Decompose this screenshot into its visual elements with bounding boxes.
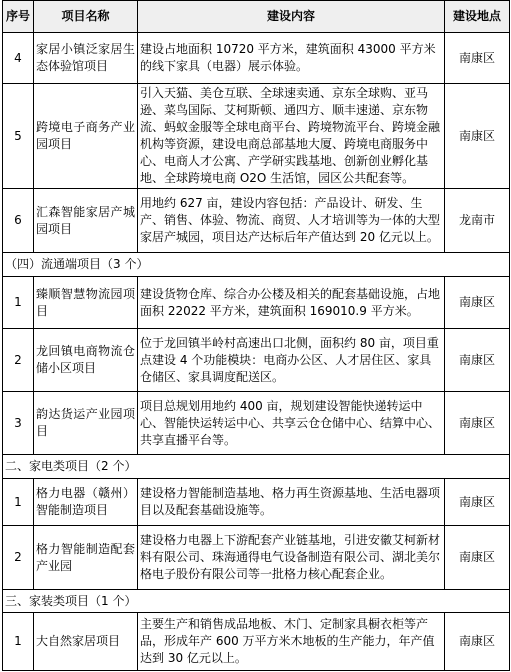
table-row [3, 33, 510, 84]
table-row [3, 392, 510, 455]
project-name: 跨境电子商务产业园项目 [34, 84, 138, 189]
project-name: 汇森智能家居产城园项目 [34, 189, 138, 253]
project-name: 格力电器（赣州）智能制造项目 [34, 479, 138, 526]
project-content: 位于龙回镇半岭村高速出口北侧，面积约 80 亩，项目重点建设 4 个功能模块：电商办公区、人才居住区、家具仓储区、家具调度配送区。 [138, 329, 445, 392]
project-location: 南康区 [445, 526, 510, 590]
row-number: 5 [3, 84, 34, 189]
table-row [3, 613, 510, 671]
row-number: 1 [3, 277, 34, 329]
project-content: 建设占地面积 10720 平方米，建筑面积 43000 平方米的线下家具（电器）展示体验。 [138, 33, 445, 84]
section-label: 二、家电类项目（2 个） [3, 455, 510, 479]
section-label: 三、家装类项目（1 个） [3, 590, 510, 613]
project-location: 南康区 [445, 479, 510, 526]
project-location: 南康区 [445, 33, 510, 84]
section-row [3, 253, 510, 277]
table-row [3, 526, 510, 590]
section-row [3, 590, 510, 613]
project-content: 建设货物仓库、综合办公楼及相关的配套基础设施，占地面积 22022 平方米，建筑面积 169010.9 平方米。 [138, 277, 445, 329]
row-number: 1 [3, 479, 34, 526]
project-content: 建设格力智能制造基地、格力再生资源基地、生活电器项目以及配套基础设施等。 [138, 479, 445, 526]
row-number: 3 [3, 392, 34, 455]
project-name: 格力智能制造配套产业园 [34, 526, 138, 590]
row-number: 6 [3, 189, 34, 253]
project-name: 龙回镇电商物流仓储小区项目 [34, 329, 138, 392]
header-name: 项目名称 [34, 1, 138, 33]
row-number: 4 [3, 33, 34, 84]
project-name: 家居小镇泛家居生态体验馆项目 [34, 33, 138, 84]
section-label: （四）流通端项目（3 个） [3, 253, 510, 277]
project-content: 建设格力电器上下游配套产业链基地，引进安徽艾柯新材料有限公司、珠海通得电气设备制造有限公司、湖北美尔格电子股份有限公司等一批格力核心配套企业。 [138, 526, 445, 590]
project-name: 韵达货运产业园项目 [34, 392, 138, 455]
table-row [3, 479, 510, 526]
table-row [3, 277, 510, 329]
table-header-row [3, 1, 510, 33]
project-location: 南康区 [445, 277, 510, 329]
table-row [3, 84, 510, 189]
table-row [3, 329, 510, 392]
header-no: 序号 [3, 1, 34, 33]
project-location: 南康区 [445, 392, 510, 455]
project-name: 大自然家居项目 [34, 613, 138, 671]
table-row [3, 189, 510, 253]
row-number: 1 [3, 613, 34, 671]
project-location: 南康区 [445, 613, 510, 671]
row-number: 2 [3, 329, 34, 392]
project-content: 用地约 627 亩，建设内容包括：产品设计、研发、生产、销售、体验、物流、商贸、人才培训等为一体的大型家居产城园，项目达产达标后年产值达到 20 亿元以上。 [138, 189, 445, 253]
section-row [3, 455, 510, 479]
projects-table [2, 0, 510, 671]
project-content: 引入天猫、美仓互联、全球速卖通、京东全球购、亚马逊、菜鸟国际、艾柯斯顿、通四方、顺丰速递、京东物流、蚂蚁金服等全球电商平台、跨境物流平台、跨境金融机构等资源，建设电商总部基地大厦、跨境电商服务中心、电商人才公寓、产学研实践基地、创新创业孵化基地、全球跨境电商 O2O 生活馆，园区公共配套等。 [138, 84, 445, 189]
project-content: 主要生产和销售成品地板、木门、定制家具橱衣柜等产品，形成年产 600 万平方米木地板的生产能力，年产值达到 30 亿元以上。 [138, 613, 445, 671]
project-name: 臻顺智慧物流园项目 [34, 277, 138, 329]
project-content: 项目总规划用地约 400 亩，规划建设智能快递转运中心、智能快运转运中心、共享云仓仓储中心、结算中心、共享直播平台等。 [138, 392, 445, 455]
header-location: 建设地点 [445, 1, 510, 33]
project-location: 南康区 [445, 84, 510, 189]
project-location: 南康区 [445, 329, 510, 392]
row-number: 2 [3, 526, 34, 590]
project-location: 龙南市 [445, 189, 510, 253]
header-content: 建设内容 [138, 1, 445, 33]
